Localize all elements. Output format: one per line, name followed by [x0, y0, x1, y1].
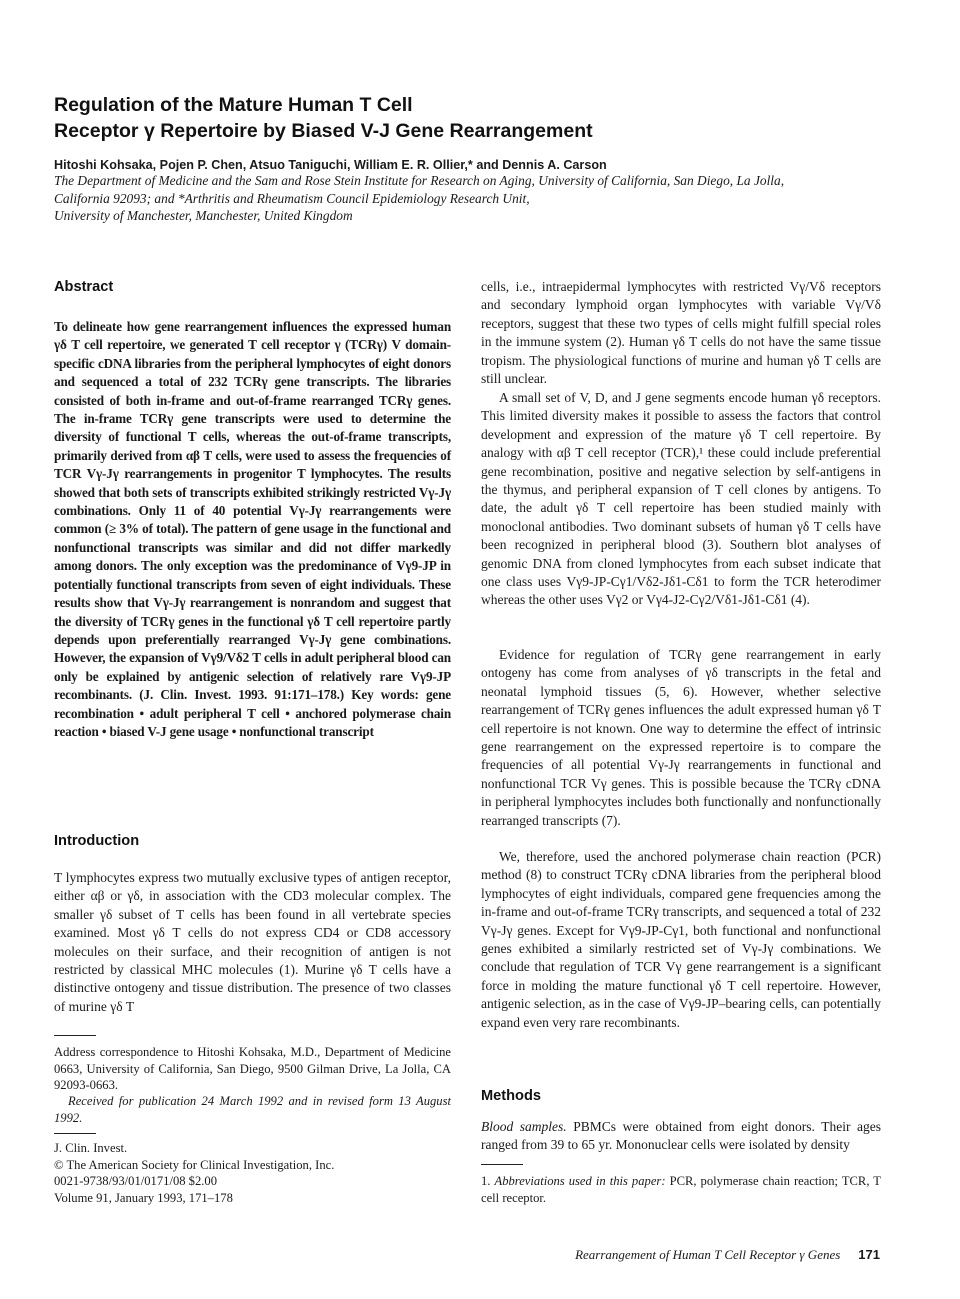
author-list: Hitoshi Kohsaka, Pojen P. Chen, Atsuo Taniguchi, William E. R. Ollier,* and Dennis A. Carson: [54, 158, 607, 172]
affiliation-line-3: University of Manchester, Manchester, United Kingdom: [54, 208, 353, 223]
abstract-text: To delineate how gene rearrangement influences the expressed human γδ T cell repertoire, we generated T cell receptor γ (TCRγ) V domain-specific cDNA libraries from the peripheral lymphocytes of eight donors and sequenced a total of 232 TCRγ gene transcripts. The libraries consisted of both in-frame and out-of-frame rearranged TCRγ genes. The in-frame TCRγ gene transcripts were used to determine the diversity of functional T cells, whereas the out-of-frame transcripts, primarily derived from αβ T cells, were used to assess the frequencies of TCR Vγ-Jγ rearrangements in progenitor T lymphocytes. The results showed that both sets of transcripts exhibited strikingly restricted Vγ-Jγ combinations. Only 11 of 40 potential Vγ-Jγ rearrangements were common (≥ 3% of total). The pattern of gene usage in the functional and nonfunctional transcripts was similar and did not differ markedly among donors. The only exception was the predominance of Vγ9-JP in potentially functional transcripts from seven of eight individuals. These results show that Vγ-Jγ rearrangement is nonrandom and suggest that the diversity of TCRγ genes in the functional γδ T cell repertoire partly depends upon preferentially rearranged Vγ-Jγ gene combinations. However, the expansion of Vγ9/Vδ2 T cells in adult peripheral blood can only be explained by antigenic selection of relatively rare Vγ9-JP recombinants. (J. Clin. Invest. 1993. 91:171–178.) Key words: gene recombination • adult peripheral T cell • anchored polymerase chain reaction • biased V-J gene usage • nonfunctional transcript: [54, 319, 451, 739]
received-note: Received for publication 24 March 1992 and in revised form 13 August 1992.: [54, 1094, 451, 1125]
affiliation-line-2: California 92093; and *Arthritis and Rheumatism Council Epidemiology Research Unit,: [54, 190, 530, 206]
running-title: Rearrangement of Human T Cell Receptor γ Genes: [575, 1247, 841, 1262]
introduction-heading: Introduction: [54, 833, 140, 849]
introduction-paragraph-3: A small set of V, D, and J gene segments encode human γδ receptors. This limited diversity makes it possible to assess the factors that control development and expression of the mature γδ T cell repertoire. By analogy with αβ T cell receptor (TCR),¹ these could include preferential gene recombination, positive and negative selection by self-antigens in the thymus, and peripheral expansion of T cell clones by antigens. To date, the adult γδ T cell repertoire has been studied mainly with monoclonal antibodies. Two dominant subsets of human γδ T cells have been recognized in peripheral blood (3). Southern blot analyses of genomic DNA from cloned lymphocytes from each subset indicate that one class uses Vγ9-JP-Cγ1/Vδ2-Jδ1-Cδ1 to form the TCR heterodimer whereas the other uses Vγ2 or Vγ4-J2-Cγ2/Vδ1-Jδ1-Cδ1 (4).: [481, 390, 881, 608]
journal-metadata: [54, 1140, 334, 1206]
journal-meta-line-4: Volume 91, January 1993, 171–178: [54, 1190, 233, 1205]
correspondence-note: Address correspondence to Hitoshi Kohsaka, M.D., Department of Medicine 0663, University of California, San Diego, 9500 Gilman Drive, La Jolla, CA 92093-0663.: [54, 1045, 451, 1093]
abstract-heading: Abstract: [54, 279, 114, 295]
methods-paragraph-1: [481, 1118, 881, 1155]
introduction-paragraph-5: We, therefore, used the anchored polymerase chain reaction (PCR) method (8) to construct TCRγ cDNA libraries from the peripheral blood lymphocytes of eight individuals, compared gene frequencies among the in-frame and out-of-frame TCRγ transcripts, and sequenced a total of 232 Vγ-Jγ genes. Except for Vγ9-JP-Cγ1, both functional and nonfunctional genes exhibited a similarly restricted set of Vγ-Jγ combinations. We conclude that regulation of TCR Vγ gene rearrangement is a significant force in molding the mature functional γδ T cell repertoire. However, antigenic selection, as in the case of Vγ9-JP–bearing cells, can potentially expand even very rare recombinants.: [481, 849, 881, 1030]
meta-divider: [54, 1133, 96, 1134]
footnote-divider: [54, 1035, 96, 1036]
affiliations: [54, 172, 914, 225]
journal-meta-line-1: J. Clin. Invest.: [54, 1141, 128, 1155]
methods-heading: Methods: [481, 1088, 541, 1104]
footnote-number: 1.: [481, 1174, 491, 1188]
footnote-label: Abbreviations used in this paper:: [494, 1174, 666, 1188]
title-line-2: Receptor γ Repertoire by Biased V-J Gene Rearrangement: [54, 120, 593, 142]
footnote-text: PCR, polymerase chain reaction; TCR, T cell receptor.: [481, 1174, 881, 1205]
abbreviations-footnote: [481, 1173, 881, 1206]
page-number: 171: [858, 1247, 880, 1262]
page-footer: [540, 1246, 880, 1264]
article-title: [54, 92, 894, 144]
methods-run-in-heading: Blood samples.: [481, 1119, 567, 1134]
abbreviation-divider: [481, 1164, 523, 1165]
introduction-paragraph-2: cells, i.e., intraepidermal lymphocytes with restricted Vγ/Vδ receptors and secondary lymphoid organ lymphocytes with variable Vγ/Vδ receptors, suggest that these two types of cells might fulfill special roles in the immune system (2). Human γδ T cells do not have the same tissue tropism. The physiological functions of murine and human γδ T cells are still unclear.: [481, 279, 881, 387]
methods-text: PBMCs were obtained from eight donors. Their ages ranged from 39 to 65 yr. Mononuclear cells were isolated by density: [481, 1119, 882, 1153]
introduction-paragraph-1: T lymphocytes express two mutually exclusive types of antigen receptor, either αβ or γδ, in association with the CD3 molecular complex. The smaller γδ subset of T cells has been found in all vertebrate species examined. Most γδ T cells do not express CD4 or CD8 accessory molecules on their surface, and their recognition of antigen is not restricted by classical MHC molecules (1). Murine γδ T cells have a distinctive ontogeny and tissue distribution. The presence of two classes of murine γδ T: [54, 870, 451, 1014]
journal-meta-line-2: © The American Society for Clinical Investigation, Inc.: [54, 1157, 335, 1172]
journal-meta-line-3: 0021-9738/93/01/0171/08 $2.00: [54, 1174, 218, 1189]
affiliation-line-1: The Department of Medicine and the Sam and Rose Stein Institute for Research on Aging, University of California, San Diego, La Jolla,: [54, 173, 785, 188]
introduction-paragraph-4: Evidence for regulation of TCRγ gene rearrangement in early ontogeny has come from analyses of γδ transcripts in the fetal and neonatal lymphoid tissues (5, 6). However, whether selective rearrangement of TCRγ genes influences the adult expressed human γδ T cell repertoire is not known. One way to determine the effect of intrinsic gene rearrangement on the expressed repertoire is to compare the frequencies of all potential Vγ-Jγ rearrangements in functional and nonfunctional TCR Vγ genes. This is possible because the TCRγ cDNA in peripheral lymphocytes includes both functionally and nonfunctionally rearranged transcripts (7).: [481, 647, 881, 828]
title-line-1: Regulation of the Mature Human T Cell: [54, 94, 413, 116]
